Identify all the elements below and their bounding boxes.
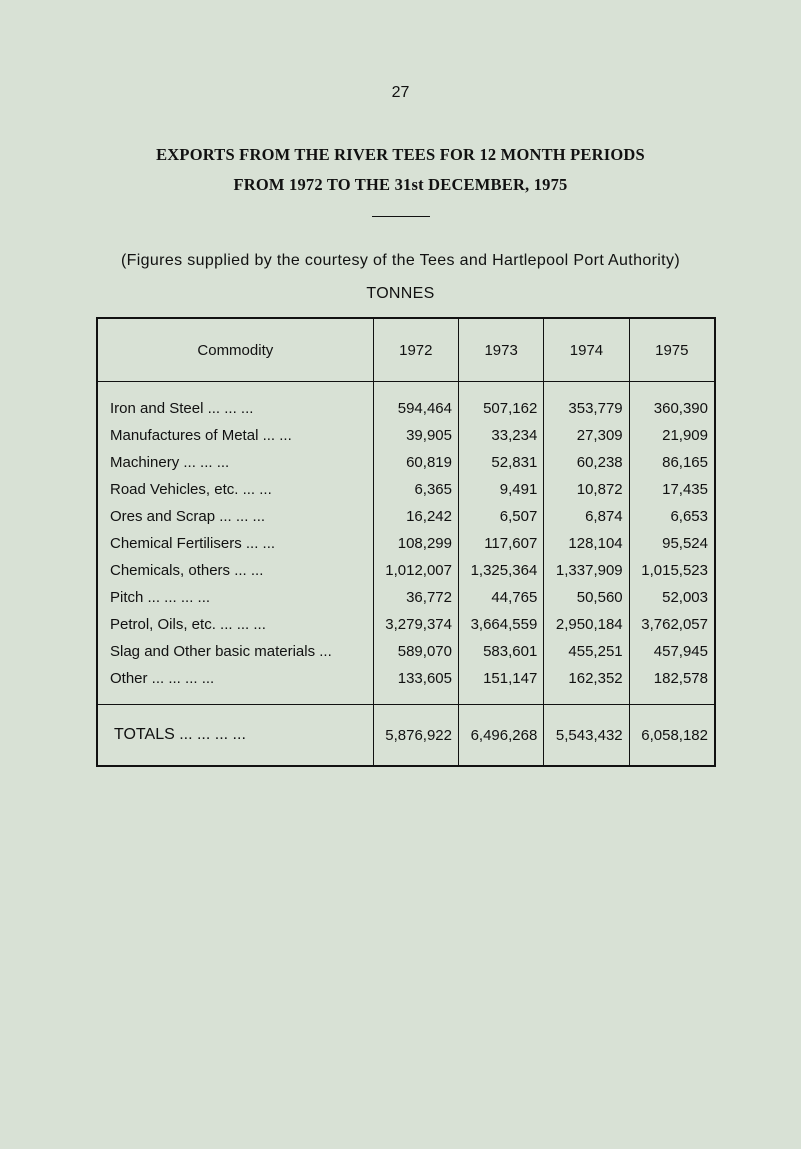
total-1975: 6,058,182 xyxy=(629,705,715,767)
value-cell: 6,507 xyxy=(458,503,543,530)
value-cell: 3,279,374 xyxy=(373,611,458,638)
header-commodity: Commodity xyxy=(97,318,373,382)
value-cell: 1,012,007 xyxy=(373,557,458,584)
table-row xyxy=(97,422,715,449)
table-row xyxy=(97,503,715,530)
commodity-cell: Chemical Fertilisers ... ... xyxy=(97,530,373,557)
units-label: TONNES xyxy=(366,285,435,302)
totals-label: TOTALS ... ... ... ... xyxy=(97,705,373,767)
commodity-cell: Other ... ... ... ... xyxy=(97,665,373,705)
value-cell: 9,491 xyxy=(458,476,543,503)
value-cell: 60,819 xyxy=(373,449,458,476)
value-cell: 117,607 xyxy=(458,530,543,557)
value-cell: 589,070 xyxy=(373,638,458,665)
total-1973: 6,496,268 xyxy=(458,705,543,767)
title-line-1: EXPORTS FROM THE RIVER TEES FOR 12 MONTH PERIODS xyxy=(156,145,645,164)
value-cell: 3,664,559 xyxy=(458,611,543,638)
value-cell: 128,104 xyxy=(544,530,629,557)
header-1974: 1974 xyxy=(544,318,629,382)
value-cell: 6,365 xyxy=(373,476,458,503)
commodity-cell: Iron and Steel ... ... ... xyxy=(97,382,373,423)
table-row xyxy=(97,557,715,584)
value-cell: 108,299 xyxy=(373,530,458,557)
header-1972: 1972 xyxy=(373,318,458,382)
value-cell: 39,905 xyxy=(373,422,458,449)
value-cell: 360,390 xyxy=(629,382,715,423)
total-1974: 5,543,432 xyxy=(544,705,629,767)
value-cell: 455,251 xyxy=(544,638,629,665)
title-divider xyxy=(372,216,430,217)
table-row xyxy=(97,665,715,705)
header-1973: 1973 xyxy=(458,318,543,382)
value-cell: 6,653 xyxy=(629,503,715,530)
value-cell: 21,909 xyxy=(629,422,715,449)
value-cell: 50,560 xyxy=(544,584,629,611)
commodity-cell: Machinery ... ... ... xyxy=(97,449,373,476)
value-cell: 583,601 xyxy=(458,638,543,665)
value-cell: 1,325,364 xyxy=(458,557,543,584)
value-cell: 151,147 xyxy=(458,665,543,705)
commodity-cell: Chemicals, others ... ... xyxy=(97,557,373,584)
value-cell: 86,165 xyxy=(629,449,715,476)
value-cell: 27,309 xyxy=(544,422,629,449)
commodity-cell: Slag and Other basic materials ... xyxy=(97,638,373,665)
table-row xyxy=(97,449,715,476)
commodity-cell: Manufactures of Metal ... ... xyxy=(97,422,373,449)
commodity-cell: Petrol, Oils, etc. ... ... ... xyxy=(97,611,373,638)
title-line-2: FROM 1972 TO THE 31st DECEMBER, 1975 xyxy=(233,175,568,194)
table-header-row xyxy=(97,318,715,382)
commodity-cell: Pitch ... ... ... ... xyxy=(97,584,373,611)
value-cell: 36,772 xyxy=(373,584,458,611)
value-cell: 3,762,057 xyxy=(629,611,715,638)
value-cell: 6,874 xyxy=(544,503,629,530)
value-cell: 2,950,184 xyxy=(544,611,629,638)
value-cell: 182,578 xyxy=(629,665,715,705)
header-1975: 1975 xyxy=(629,318,715,382)
exports-table xyxy=(96,317,716,767)
page-number: 27 xyxy=(391,84,410,101)
table-row xyxy=(97,584,715,611)
value-cell: 594,464 xyxy=(373,382,458,423)
value-cell: 457,945 xyxy=(629,638,715,665)
table-row xyxy=(97,530,715,557)
table-row xyxy=(97,638,715,665)
value-cell: 17,435 xyxy=(629,476,715,503)
value-cell: 353,779 xyxy=(544,382,629,423)
value-cell: 1,337,909 xyxy=(544,557,629,584)
total-1972: 5,876,922 xyxy=(373,705,458,767)
value-cell: 60,238 xyxy=(544,449,629,476)
table-row xyxy=(97,382,715,423)
value-cell: 52,003 xyxy=(629,584,715,611)
value-cell: 133,605 xyxy=(373,665,458,705)
commodity-cell: Ores and Scrap ... ... ... xyxy=(97,503,373,530)
value-cell: 1,015,523 xyxy=(629,557,715,584)
table-row xyxy=(97,611,715,638)
value-cell: 52,831 xyxy=(458,449,543,476)
commodity-cell: Road Vehicles, etc. ... ... xyxy=(97,476,373,503)
value-cell: 507,162 xyxy=(458,382,543,423)
value-cell: 44,765 xyxy=(458,584,543,611)
value-cell: 33,234 xyxy=(458,422,543,449)
table-row xyxy=(97,476,715,503)
value-cell: 10,872 xyxy=(544,476,629,503)
courtesy-note: (Figures supplied by the courtesy of the Tees and Hartlepool Port Authority) xyxy=(120,252,681,269)
value-cell: 95,524 xyxy=(629,530,715,557)
totals-row xyxy=(97,705,715,767)
value-cell: 162,352 xyxy=(544,665,629,705)
value-cell: 16,242 xyxy=(373,503,458,530)
